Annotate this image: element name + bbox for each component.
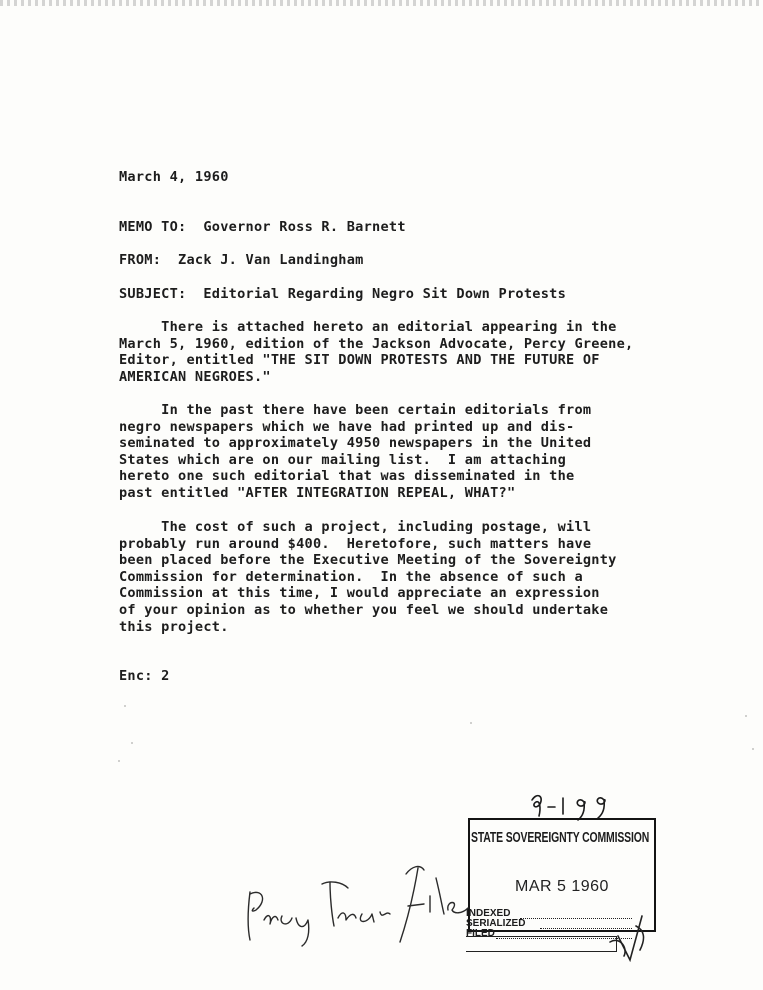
stamp-field-indexed: INDEXED xyxy=(466,908,511,919)
memo-from-value: Zack J. Van Landingham xyxy=(178,252,364,268)
stamp-field-serialized: SERIALIZED xyxy=(466,918,526,929)
memo-date: March 4, 1960 xyxy=(119,169,229,185)
scan-speck xyxy=(745,715,747,717)
paragraph-line: this project. xyxy=(119,618,229,635)
memo-enclosure: Enc: 2 xyxy=(119,668,170,684)
paragraph-line: The cost of such a project, including postage, will xyxy=(119,519,592,535)
paragraph-line: negro newspapers which we have had printed up and dis- xyxy=(119,418,575,435)
memo-paragraph-3 xyxy=(119,519,679,635)
memo-subject-value: Editorial Regarding Negro Sit Down Protests xyxy=(203,286,567,302)
stamp-title: STATE SOVEREIGNTY COMMISSION xyxy=(471,830,650,846)
scan-speck xyxy=(752,748,754,750)
stamp-field-filed: FILED xyxy=(466,928,495,939)
memo-from-line xyxy=(119,252,364,269)
paragraph-line: March 5, 1960, edition of the Jackson Advocate, Percy Greene, xyxy=(119,335,634,352)
paragraph-line: Commission at this time, I would appreciate an expression xyxy=(119,585,600,602)
memo-paragraph-1 xyxy=(119,319,679,385)
handwritten-note xyxy=(238,848,470,948)
memo-subject-line xyxy=(119,286,566,303)
paragraph-line: seminated to approximately 4950 newspapers in the United xyxy=(119,435,592,452)
paragraph-line: been placed before the Executive Meeting of the Sovereignty xyxy=(119,552,617,569)
memo-from-label: FROM: xyxy=(119,252,162,268)
scan-speck xyxy=(118,760,120,762)
scan-top-edge xyxy=(0,0,763,6)
stamp-lower-box xyxy=(466,936,617,952)
paragraph-line: In the past there have been certain editorials from xyxy=(119,402,592,418)
paragraph-line: AMERICAN NEGROES." xyxy=(119,368,271,385)
scan-speck xyxy=(124,705,126,707)
paragraph-line: There is attached hereto an editorial appearing in the xyxy=(119,319,617,335)
paragraph-line: past entitled "AFTER INTEGRATION REPEAL, WHAT?" xyxy=(119,484,516,501)
memo-to-value: Governor Ross R. Barnett xyxy=(203,219,406,235)
commission-receipt-stamp xyxy=(462,818,660,960)
paragraph-line: hereto one such editorial that was disseminated in the xyxy=(119,468,575,485)
memo-to-label: MEMO TO: xyxy=(119,219,187,235)
paragraph-line: Editor, entitled "THE SIT DOWN PROTESTS AND THE FUTURE OF xyxy=(119,352,600,369)
memo-subject-label: SUBJECT: xyxy=(119,286,187,302)
stamp-checkmark xyxy=(600,906,660,962)
memo-paragraph-2 xyxy=(119,402,679,502)
paragraph-line: of your opinion as to whether you feel we should undertake xyxy=(119,601,609,618)
paragraph-line: States which are on our mailing list. I am attaching xyxy=(119,451,567,468)
paragraph-line: Commission for determination. In the absence of such a xyxy=(119,568,583,585)
paragraph-line: probably run around $400. Heretofore, such matters have xyxy=(119,535,592,552)
scan-speck xyxy=(470,722,472,724)
scan-speck xyxy=(131,742,133,744)
stamp-date: MAR 5 1960 xyxy=(515,878,609,895)
memo-to-line xyxy=(119,219,406,236)
